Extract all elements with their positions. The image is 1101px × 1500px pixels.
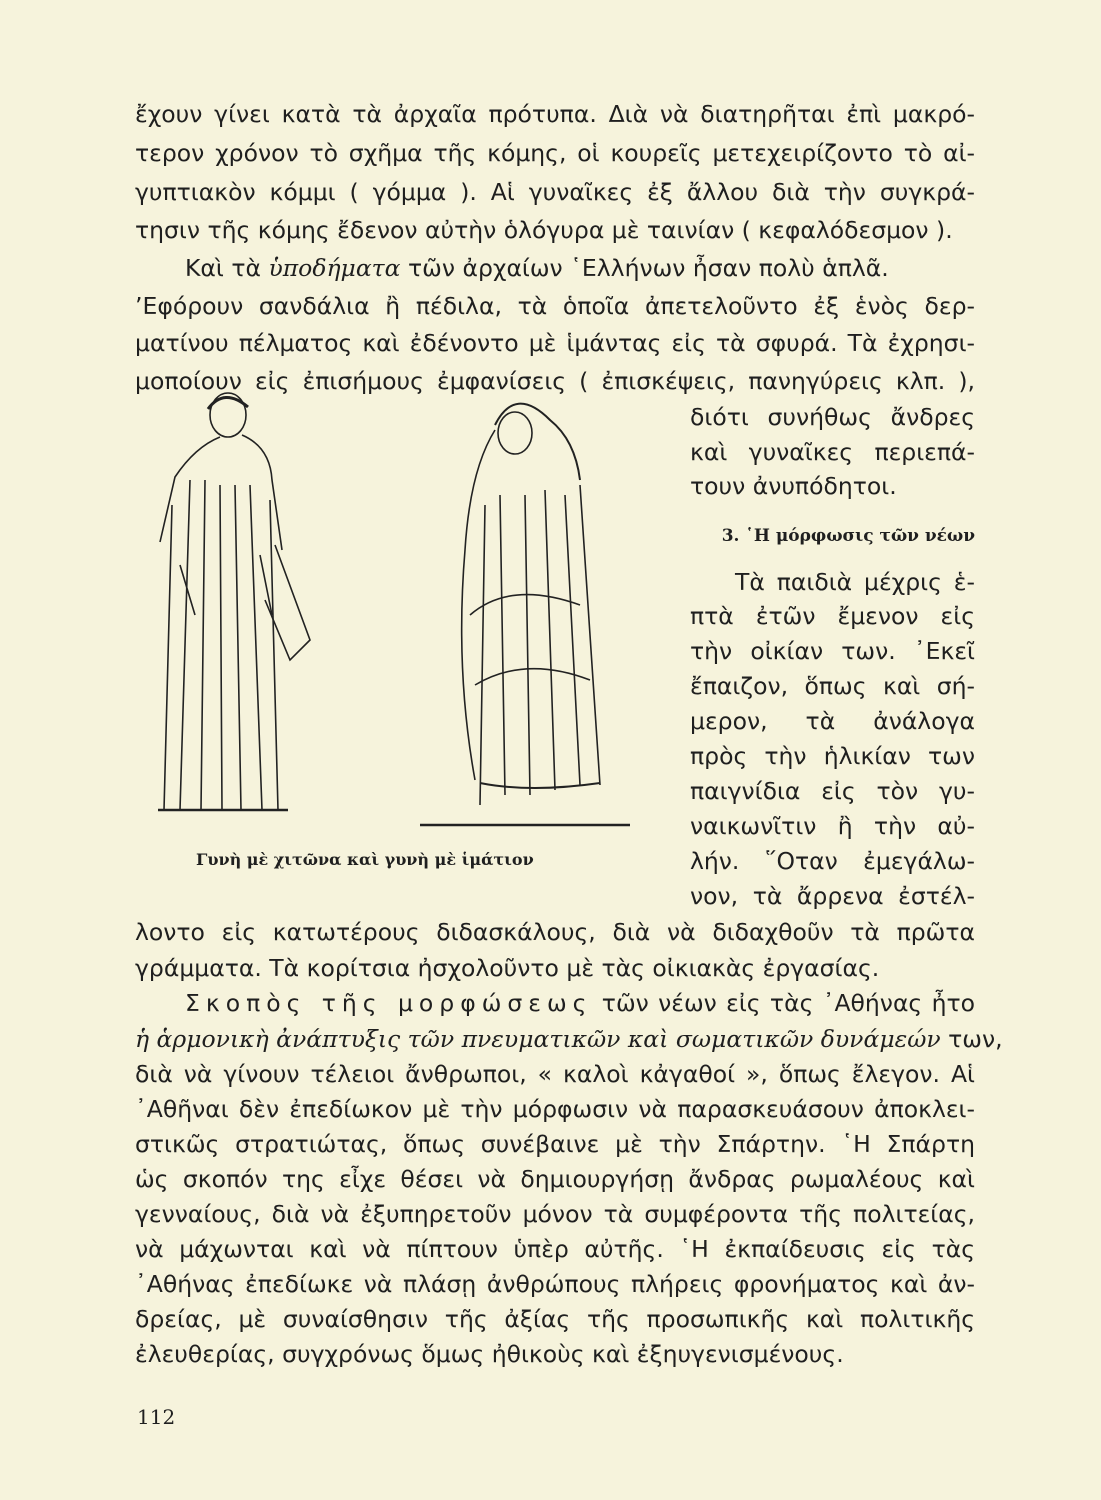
section-heading: 3. ῾Η μόρφωσις τῶν νέων <box>721 526 975 546</box>
page-number: 112 <box>137 1405 176 1429</box>
side-text-line: τουν ἀνυπόδητοι. <box>690 472 897 500</box>
side-text-line: καὶ γυναῖκες περιεπά- <box>690 438 975 466</box>
side-text-line: διότι συνήθως ἄνδρες <box>690 403 975 431</box>
text-line: ᾿Αθῆναι δὲν ἐπεδίωκον μὲ τὴν μόρφωσιν νὰ παρασκευάσουν ἀποκλει- <box>135 1095 975 1123</box>
illustration-two-women <box>150 385 640 845</box>
text-line: ᾿Αθήνας ἐπεδίωκε νὰ πλάσῃ ἀνθρώπους πλήρεις φρονήματος καὶ ἀν- <box>135 1270 975 1298</box>
figure-caption: Γυνὴ μὲ χιτῶνα καὶ γυνὴ μὲ ἱμάτιον <box>196 850 534 869</box>
text-line: τερον χρόνον τὸ σχῆμα τῆς κόμης, οἱ κουρεῖς μετεχειρίζοντο τὸ αἰ- <box>135 139 975 167</box>
text-line: γράμματα. Τὰ κορίτσια ἠσχολοῦντο μὲ τὰς οἰκιακὰς ἐργασίας. <box>135 954 880 982</box>
section-text-line: τὴν οἰκίαν των. ᾿Εκεῖ <box>690 637 975 665</box>
text-line: λοντο εἰς κατωτέρους διδασκάλους, διὰ νὰ διδαχθοῦν τὰ πρῶτα <box>135 918 975 946</box>
text-line-aim <box>185 987 975 1019</box>
text-line: γενναίους, διὰ νὰ ἐξυπηρετοῦν μόνον τὰ συμφέροντα τῆς πολιτείας, <box>135 1200 975 1228</box>
text-line: διὰ νὰ γίνουν τέλειοι ἄνθρωποι, « καλοὶ κἀγαθοί », ὅπως ἔλεγον. Αἱ <box>135 1060 975 1088</box>
harmony-italic-phrase: ἡ ἁρμονικὴ ἀνάπτυξις τῶν πνευματικῶν καὶ σωματικῶν δυνάμεών <box>135 1025 941 1053</box>
text-line: γυπτιακὸν κόμμι ( γόμμα ). Αἱ γυναῖκες ἐξ ἄλλου διὰ τὴν συγκρά- <box>135 178 975 206</box>
text-line-shoes <box>185 252 975 284</box>
text-line: ἔχουν γίνει κατὰ τὰ ἀρχαῖα πρότυπα. Διὰ νὰ διατηρῆται ἐπὶ μακρό- <box>135 100 975 128</box>
text-line: ὡς σκοπόν της εἶχε θέσει νὰ δημιουργήσῃ ἄνδρας ρωμαλέους καὶ <box>135 1165 975 1193</box>
woman-in-chiton-figure <box>158 393 310 810</box>
text-line: τησιν τῆς κόμης ἔδενον αὐτὴν ὁλόγυρα μὲ ταινίαν ( κεφαλόδεσμον ). <box>135 216 953 244</box>
aim-text-after: τῶν νέων εἰς τὰς ᾿Αθήνας ἦτο <box>592 989 976 1017</box>
text-line: ματίνου πέλματος καὶ ἐδένοντο μὲ ἱμάντας εἰς τὰ σφυρά. Τὰ ἐχρησι- <box>135 329 975 357</box>
section-text-line: ἔπαιζον, ὅπως καὶ σή- <box>690 672 975 700</box>
section-text-line: ναικωνῖτιν ἢ τὴν αὐ- <box>690 812 975 840</box>
text-line: στικῶς στρατιώτας, ὅπως συνέβαινε μὲ τὴν Σπάρτην. ῾Η Σπάρτη <box>135 1130 975 1158</box>
text-line: δρείας, μὲ συναίσθησιν τῆς ἀξίας τῆς προσωπικῆς καὶ πολιτικῆς <box>135 1305 975 1333</box>
text-line: ἐλευθερίας, συγχρόνως ὅμως ἠθικοὺς καὶ ἐξηυγενισμένους. <box>135 1340 844 1368</box>
section-text-line: πρὸς τὴν ἡλικίαν των <box>690 742 975 770</box>
text-line: μοποίουν εἰς ἐπισήμους ἐμφανίσεις ( ἐπισκέψεις, πανηγύρεις κλπ. ), <box>135 367 975 395</box>
section-text-line: μερον, τὰ ἀνάλογα <box>690 707 975 735</box>
section-text-line: Τὰ παιδιὰ μέχρις ἑ- <box>735 568 975 596</box>
shoes-text-before: Καὶ τὰ <box>185 254 269 282</box>
text-line-harmony <box>135 1023 1003 1055</box>
text-line: νὰ μάχωνται καὶ νὰ πίπτουν ὑπὲρ αὐτῆς. ῾Η ἐκπαίδευσις εἰς τὰς <box>135 1235 975 1263</box>
section-text-line: πτὰ ἐτῶν ἔμενον εἰς <box>690 602 975 630</box>
aim-spaced-phrase: Σκοπὸς τῆς μορφώσεως <box>185 989 593 1017</box>
woman-in-himation-figure <box>420 404 630 825</box>
text-line: ’Εφόρουν σανδάλια ἢ πέδιλα, τὰ ὁποῖα ἀπετελοῦντο ἐξ ἑνὸς δερ- <box>135 292 975 320</box>
shoes-italic-term: ὑποδήματα <box>268 254 401 282</box>
shoes-text-after: τῶν ἀρχαίων ῾Ελλήνων ἦσαν πολὺ ἁπλᾶ. <box>400 254 889 282</box>
harmony-text-after: των, <box>940 1025 1003 1053</box>
section-text-line: παιγνίδια εἰς τὸν γυ- <box>690 777 975 805</box>
section-text-line: λήν. ῞Οταν ἐμεγάλω- <box>690 847 975 875</box>
section-text-line: νον, τὰ ἄρρενα ἐστέλ- <box>690 882 975 910</box>
